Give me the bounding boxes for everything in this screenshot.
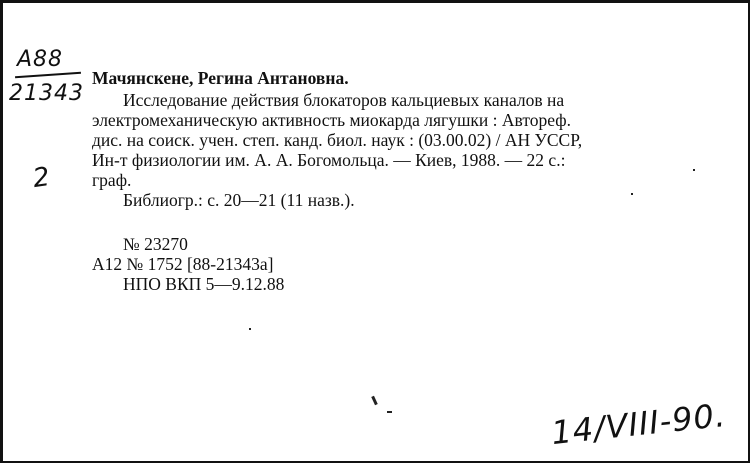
- bibliography-note: Библиогр.: с. 20—21 (11 назв.).: [123, 190, 355, 210]
- a12-number: А12 № 1752 [88-21343а]: [92, 254, 274, 274]
- accession-number: № 23270: [123, 234, 188, 254]
- ink-speck: [371, 396, 378, 405]
- handwritten-copy-mark: 2: [30, 161, 52, 195]
- ink-speck: [631, 193, 633, 195]
- author-name: Мачянскене, Регина Антановна.: [92, 68, 349, 88]
- title-line-2: электромеханическую активность миокарда лягушки : Автореф.: [92, 110, 571, 130]
- title-line-1: Исследование действия блокаторов кальциевых каналов на: [123, 90, 565, 110]
- handwritten-date: 14/VIII-90.: [549, 395, 728, 453]
- handwritten-accession-number: 21343: [9, 81, 84, 106]
- ink-speck: [693, 169, 695, 171]
- shelf-mark-underline: [15, 72, 81, 79]
- ink-speck: [387, 411, 392, 413]
- title-line-5: граф.: [92, 170, 132, 190]
- ink-speck: [249, 328, 251, 330]
- npo-number: НПО ВКП 5—9.12.88: [123, 274, 285, 294]
- author-heading: [92, 68, 349, 88]
- title-line-4: Ин-т физиологии им. А. А. Богомольца. — Киев, 1988. — 22 с.:: [92, 150, 566, 170]
- handwritten-shelf-mark: A88: [17, 47, 64, 72]
- title-line-3: дис. на соиск. учен. степ. канд. биол. наук : (03.00.02) / АН УССР,: [92, 130, 583, 150]
